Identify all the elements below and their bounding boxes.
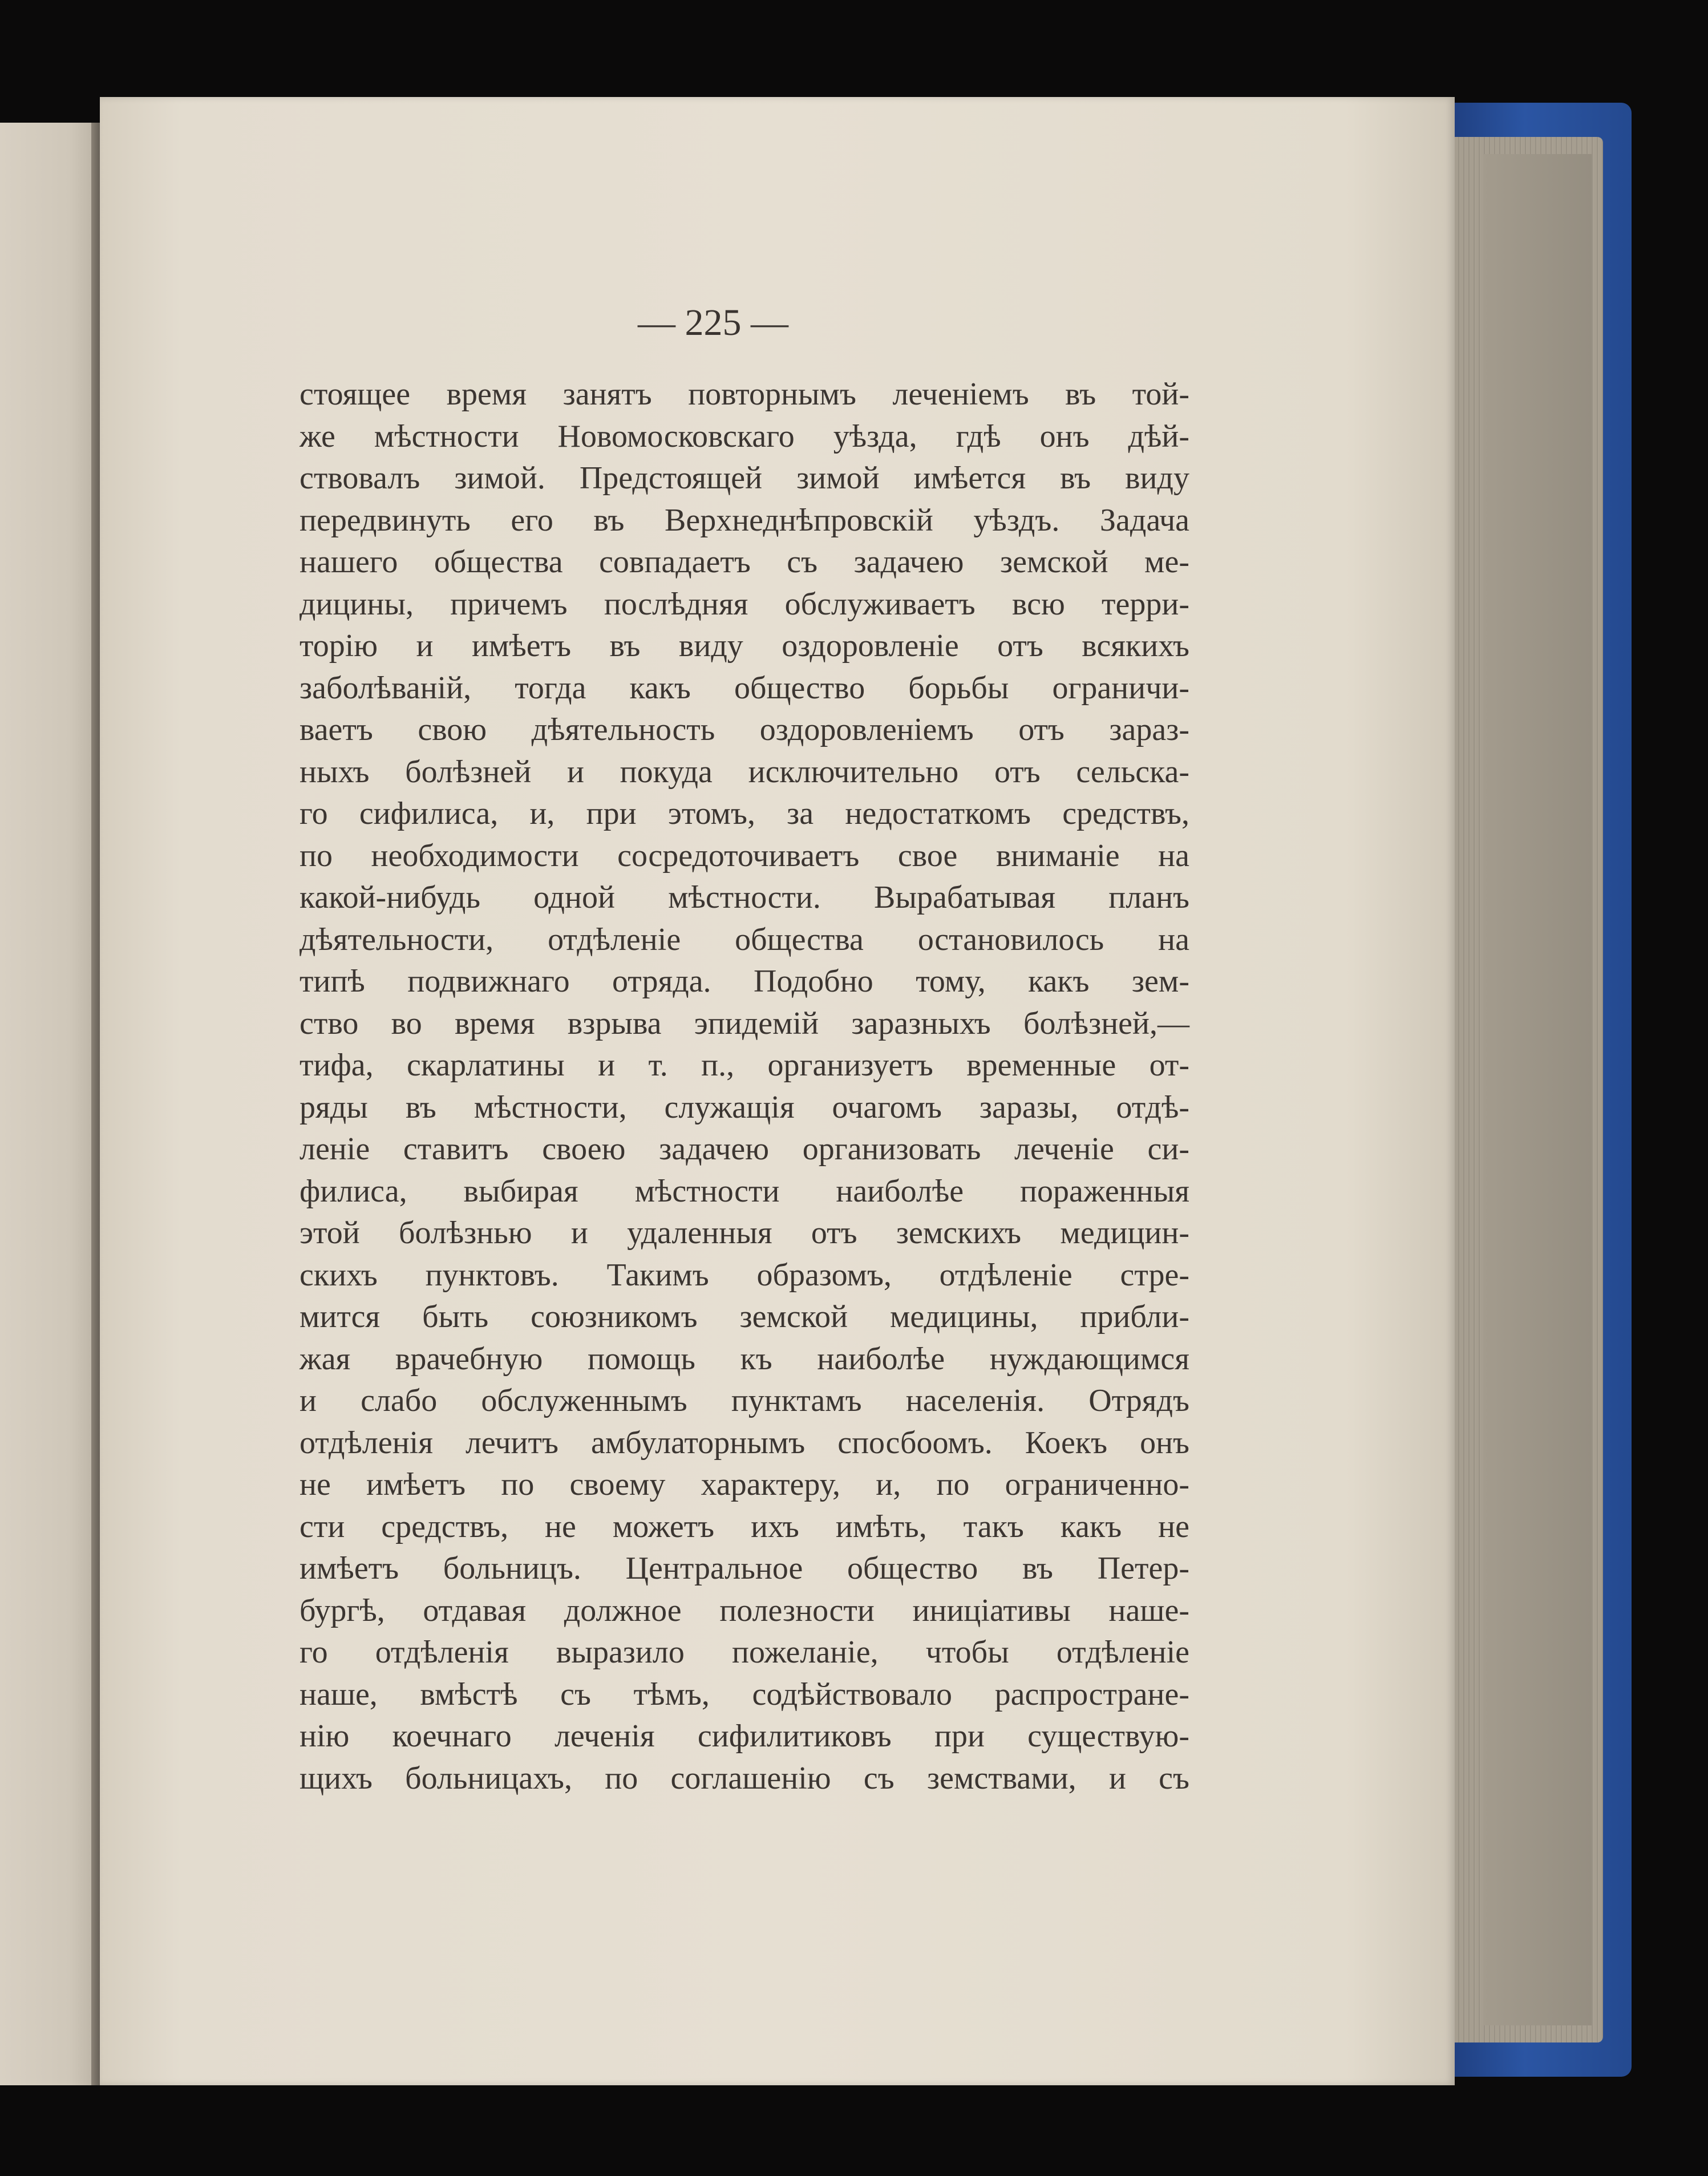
text-line: нію коечнаго леченія сифилитиковъ при существую- bbox=[299, 1718, 1189, 1754]
text-line: заболѣваній, тогда какъ общество борьбы ограничи- bbox=[299, 670, 1189, 706]
left-page bbox=[0, 123, 100, 2085]
text-line: скихъ пунктовъ. Такимъ образомъ, отдѣленіе стре- bbox=[299, 1257, 1189, 1293]
text-line: ряды въ мѣстности, служащія очагомъ заразы, отдѣ- bbox=[299, 1089, 1189, 1125]
text-line: леніе ставитъ своею задачею организовать леченіе си- bbox=[299, 1131, 1189, 1167]
body-text bbox=[299, 374, 1189, 1799]
text-line: имѣетъ больницъ. Центральное общество въ Петер- bbox=[299, 1551, 1189, 1586]
text-line: наше, вмѣстѣ съ тѣмъ, содѣйствовало распростране- bbox=[299, 1676, 1189, 1712]
text-line: какой-нибудь одной мѣстности. Вырабатывая планъ bbox=[299, 880, 1189, 915]
text-line: этой болѣзнью и удаленныя отъ земскихъ медицин- bbox=[299, 1215, 1189, 1251]
text-line: дицины, причемъ послѣдняя обслуживаетъ всю терри- bbox=[299, 586, 1189, 622]
text-line: не имѣетъ по своему характеру, и, по ограниченно- bbox=[299, 1467, 1189, 1502]
text-line: ство во время взрыва эпидемій заразныхъ болѣзней,— bbox=[299, 1005, 1189, 1041]
page-edges-inner bbox=[1483, 154, 1592, 2025]
text-line: ствовалъ зимой. Предстоящей зимой имѣется въ виду bbox=[299, 460, 1189, 496]
text-line: го отдѣленія выразило пожеланіе, чтобы отдѣленіе bbox=[299, 1635, 1189, 1670]
text-line: тифа, скарлатины и т. п., организуетъ временные от- bbox=[299, 1047, 1189, 1083]
text-line: щихъ больницахъ, по соглашенію съ земствами, и съ bbox=[299, 1760, 1189, 1796]
page-number: — 225 — bbox=[638, 302, 788, 343]
text-line: по необходимости сосредоточиваетъ свое вниманіе на bbox=[299, 838, 1189, 873]
text-line: же мѣстности Новомосковскаго уѣзда, гдѣ онъ дѣй- bbox=[299, 418, 1189, 454]
text-line: торію и имѣетъ въ виду оздоровленіе отъ всякихъ bbox=[299, 628, 1189, 664]
text-line: ваетъ свою дѣятельность оздоровленіемъ отъ зараз- bbox=[299, 712, 1189, 747]
text-line: мится быть союзникомъ земской медицины, прибли- bbox=[299, 1299, 1189, 1334]
text-line: типѣ подвижнаго отряда. Подобно тому, какъ зем- bbox=[299, 964, 1189, 999]
text-line: и слабо обслуженнымъ пунктамъ населенія. Отрядъ bbox=[299, 1383, 1189, 1418]
text-line: жая врачебную помощь къ наиболѣе нуждающимся bbox=[299, 1341, 1189, 1377]
text-line: сти средствъ, не можетъ ихъ имѣть, такъ какъ не bbox=[299, 1508, 1189, 1544]
text-line: отдѣленія лечитъ амбулаторнымъ спосбоомъ. Коекъ онъ bbox=[299, 1425, 1189, 1461]
text-line: бургѣ, отдавая должное полезности иниціативы наше- bbox=[299, 1592, 1189, 1628]
text-line: передвинуть его въ Верхнеднѣпровскій уѣздъ. Задача bbox=[299, 502, 1189, 538]
text-line: стоящее время занятъ повторнымъ леченіемъ въ той- bbox=[299, 377, 1189, 412]
text-line: нашего общества совпадаетъ съ задачею земской ме- bbox=[299, 544, 1189, 580]
text-line: дѣятельности, отдѣленіе общества остановилось на bbox=[299, 921, 1189, 957]
text-line: ныхъ болѣзней и покуда исключительно отъ сельска- bbox=[299, 754, 1189, 790]
text-line: го сифилиса, и, при этомъ, за недостаткомъ средствъ, bbox=[299, 796, 1189, 831]
text-line: филиса, выбирая мѣстности наиболѣе пораженныя bbox=[299, 1173, 1189, 1209]
